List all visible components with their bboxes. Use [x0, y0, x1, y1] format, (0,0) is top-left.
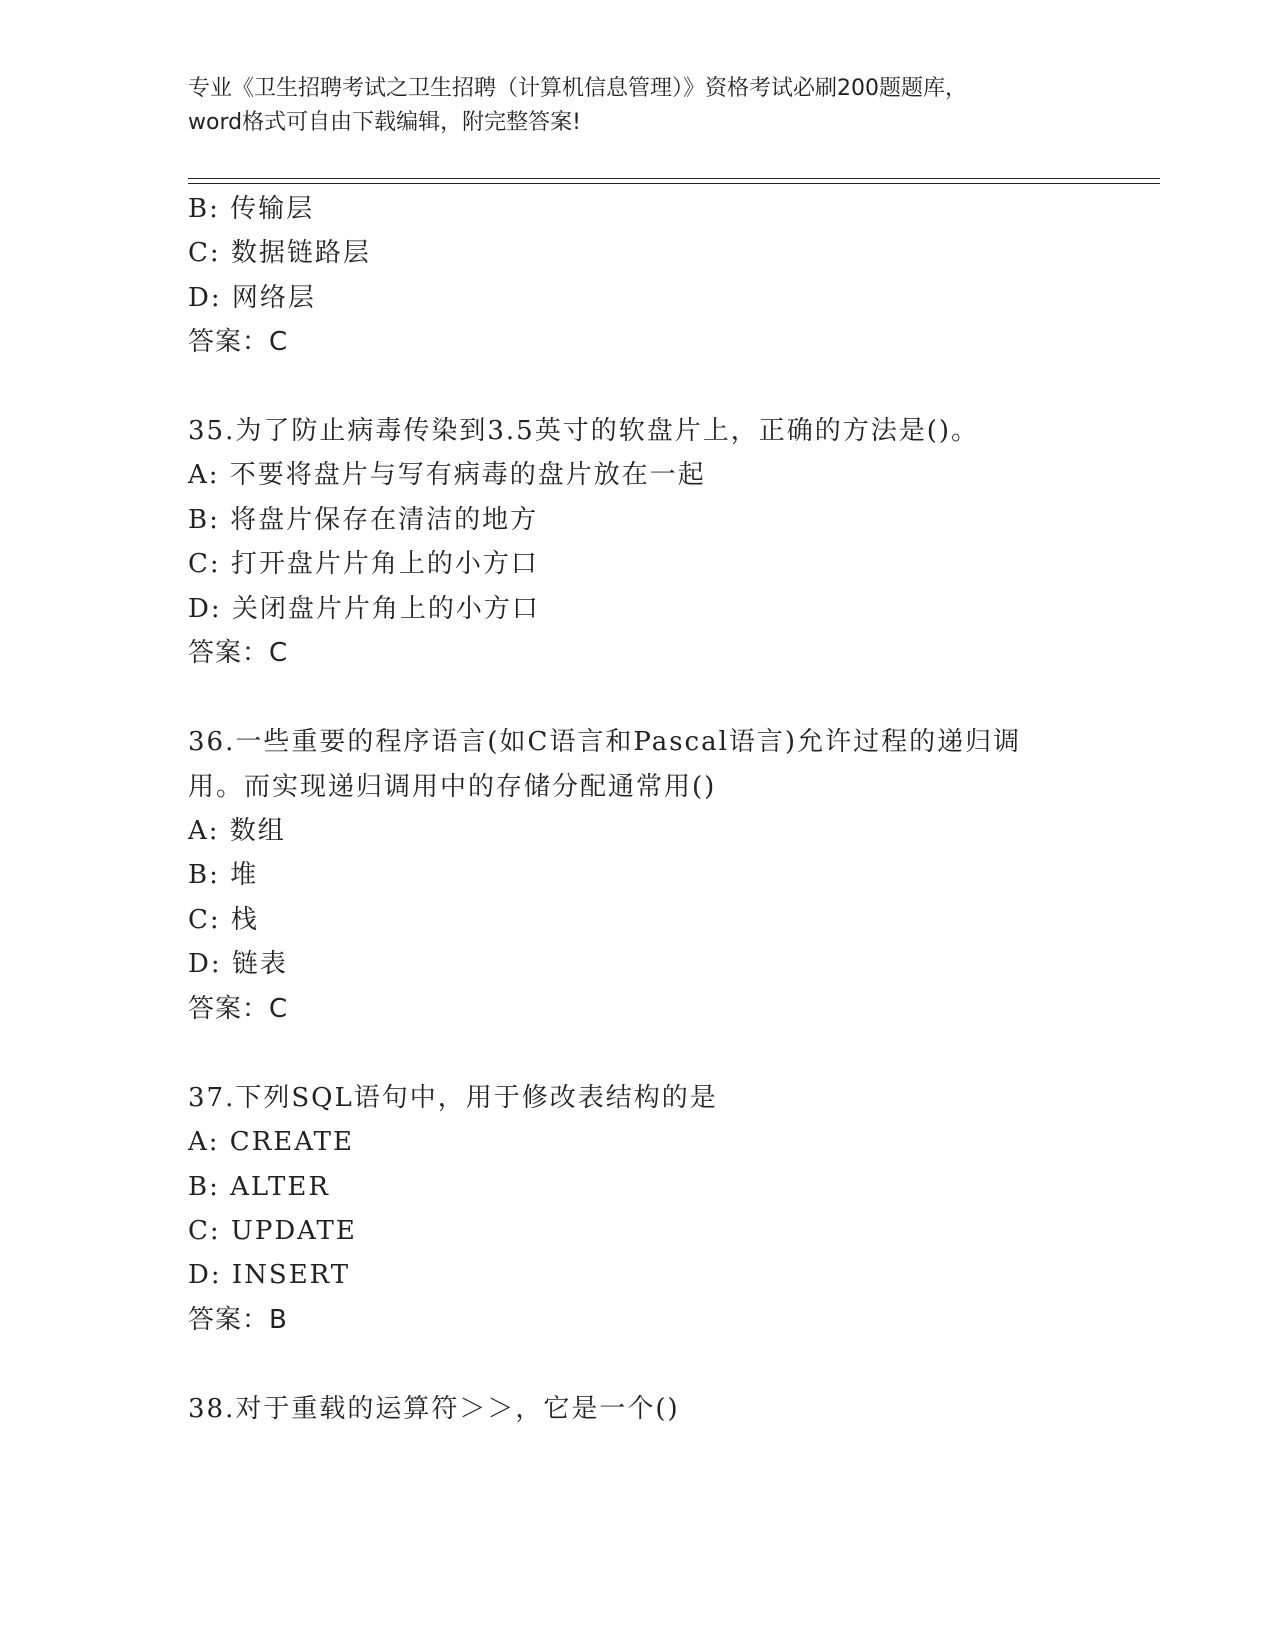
q34-option-b: B: 传输层: [188, 194, 315, 224]
q37-option-b: B: ALTER: [188, 1172, 330, 1202]
q38-question: 38.对于重载的运算符＞＞，它是一个(): [188, 1394, 680, 1424]
q35-answer: 答案：C: [188, 638, 289, 668]
q36-option-a: A: 数组: [188, 816, 286, 846]
q35-option-d: D: 关闭盘片片角上的小方口: [188, 594, 540, 624]
document-header: [188, 72, 1088, 140]
q36-option-c: C: 栈: [188, 905, 259, 935]
q34-answer: 答案：C: [188, 327, 289, 357]
q36-option-d: D: 链表: [188, 949, 288, 979]
q34-option-d: D: 网络层: [188, 283, 316, 313]
header-rule-top: [188, 178, 1160, 179]
header-line-1: 专业《卫生招聘考试之卫生招聘（计算机信息管理）》资格考试必刷200题题库，: [188, 76, 967, 101]
q37-answer: 答案：B: [188, 1305, 288, 1335]
q37-option-d: D: INSERT: [188, 1260, 351, 1290]
q36-question-line-2: 用。而实现递归调用中的存储分配通常用(): [188, 772, 717, 802]
header-line-2: word格式可自由下载编辑，附完整答案!: [188, 110, 581, 135]
q37-question: 37.下列SQL语句中，用于修改表结构的是: [188, 1083, 718, 1113]
q35-question: 35.为了防止病毒传染到3.5英寸的软盘片上，正确的方法是()。: [188, 416, 979, 446]
q36-answer: 答案：C: [188, 994, 289, 1024]
q35-option-a: A: 不要将盘片与写有病毒的盘片放在一起: [188, 460, 706, 490]
q37-option-a: A: CREATE: [188, 1127, 354, 1157]
q37-option-c: C: UPDATE: [188, 1216, 357, 1246]
header-rule-bottom: [188, 183, 1160, 184]
q36-option-b: B: 堆: [188, 860, 259, 890]
q34-option-c: C: 数据链路层: [188, 238, 371, 268]
q35-option-b: B: 将盘片保存在清洁的地方: [188, 505, 539, 535]
q36-question-line-1: 36.一些重要的程序语言(如C语言和Pascal语言)允许过程的递归调: [188, 727, 1022, 757]
q35-option-c: C: 打开盘片片角上的小方口: [188, 549, 539, 579]
